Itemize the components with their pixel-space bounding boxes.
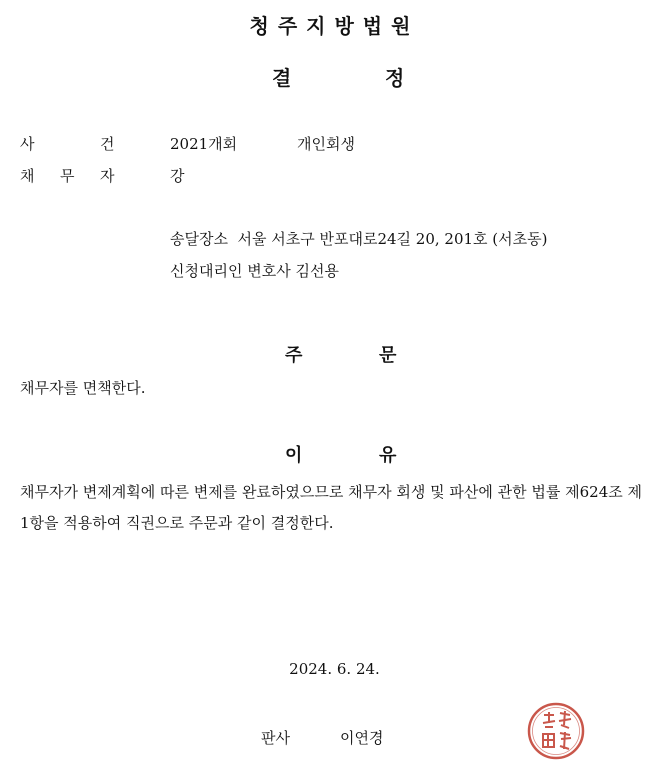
seal-stamp-icon [526, 701, 586, 761]
court-name: 청주지방법원 [249, 14, 420, 38]
case-type: 개인회생 [297, 135, 355, 153]
debtor-label-2: 무 [60, 167, 75, 185]
order-heading-right: 문 [379, 345, 397, 366]
judge-name: 이연경 [340, 729, 384, 747]
document-title-left: 결 [272, 66, 292, 90]
case-number: 2021개회 [170, 135, 238, 153]
debtor-label-1: 채 [20, 167, 35, 185]
order-heading-left: 주 [285, 345, 303, 366]
decision-date: 2024. 6. 24. [289, 660, 380, 678]
debtor-label-3: 자 [100, 167, 115, 185]
reason-heading-right: 유 [379, 445, 397, 466]
judge-seal [526, 701, 586, 761]
reason-heading-left: 이 [285, 445, 303, 466]
case-label-1: 사 [20, 135, 35, 153]
document-title-right: 정 [385, 66, 405, 90]
case-label-2: 건 [100, 135, 115, 153]
service-address: 송달장소 서울 서초구 반포대로24길 20, 201호 (서초동) [170, 230, 548, 248]
legal-agent: 신청대리인 변호사 김선용 [170, 262, 339, 280]
judge-title: 판사 [261, 729, 290, 747]
debtor-name: 강 [170, 167, 185, 185]
order-text: 채무자를 면책한다. [20, 379, 146, 397]
reason-text: 채무자가 변제계획에 따른 변제를 완료하였으므로 채무자 회생 및 파산에 관한 법률 제624조 제1항을 적용하여 직권으로 주문과 같이 결정한다. [20, 483, 642, 532]
